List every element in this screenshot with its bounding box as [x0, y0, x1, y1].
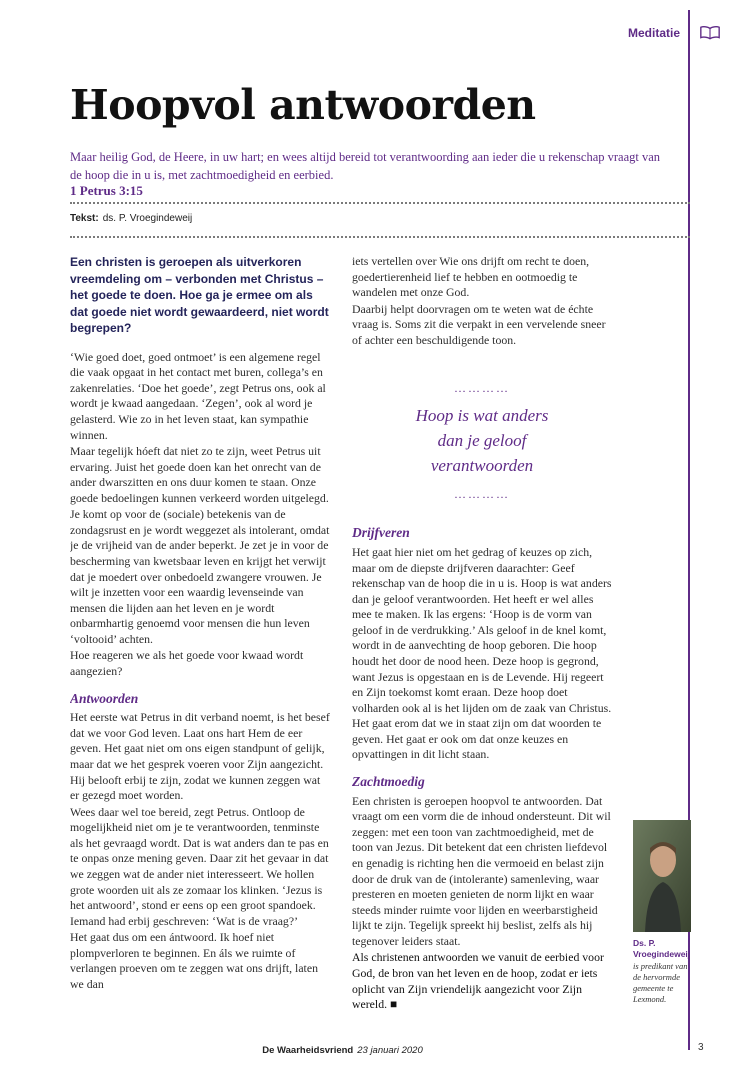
pull-quote-dots-top: …………: [454, 381, 510, 396]
paragraph: iets vertellen over Wie ons drijft om recht te doen, goedertierenheid lief te hebben en ootmoedig te wandelen met onze God.: [352, 254, 590, 300]
article-title: Hoopvol antwoorden: [70, 81, 536, 129]
paragraph: Het gaat dus om een ántwoord. Ik hoef niet plompverloren te beginnen. En áls we ruimte of verlangen proeven om te zeggen wat ons drijft, laten we dan: [70, 930, 318, 991]
paragraph: Hoe reageren we als het goede voor kwaad wordt aangezien?: [70, 648, 304, 678]
pull-quote: [352, 382, 612, 500]
paragraph: ‘Wie goed doet, goed ontmoet’ is een algemene regel die vaak opgaat in het contact met buren, collega’s en zakenrelaties. ‘Doe het goede’, zegt Petrus ons, ook al wordt je kwaad aangedaan. ‘Zegen’, ook al word je gelasterd. Wie zo in het leven staat, kan sympathie winnen.: [70, 349, 326, 442]
closing-paragraph: Als christenen antwoorden we vanuit de eerbied voor God, de bron van het leven en de hoop, zodat er iets oplicht van Zijn vriendelijk aangezicht voor Zijn wereld. ■: [352, 950, 604, 1012]
author-photo: [633, 820, 691, 932]
paragraph: Een christen is geroepen hoopvol te antwoorden. Dat vraagt om een vorm die de inhoud ondersteunt. Dit wil zeggen: met een toon van zachtmoedigheid, met de toon van Jezus. Dit betekent dat een christen liefdevol en genadig is richting hen die vermoeid en belast zijn door de druk van de (intolerante) samenleving, waar presteren en moeten genieten de norm lijkt en waar steeds minder ruimte voor lijden en weerbarstigheid lijkt te zijn. Tegelijk spreekt hij beslist, zelfs als hij tegenover leiders staat.: [352, 793, 611, 948]
verse-text: Maar heilig God, de Heere, in uw hart; en wees altijd bereid tot verantwoording aan ieder die u rekenschap vraagt van de hoop die in u is, met zachtmoedigheid en eerbied.: [70, 150, 661, 182]
subhead-antwoorden: Antwoorden: [70, 690, 139, 706]
divider-dotted-bottom: [70, 236, 690, 238]
author-box: [633, 820, 691, 1005]
paragraph: Daarbij helpt doorvragen om te weten wat de échte vraag is. Soms zit die verpakt in een vervelende sneer of achter een beschuldigende toon.: [352, 301, 606, 347]
paragraph: Wees daar wel toe bereid, zegt Petrus. Ontloop de mogelijkheid niet om je te verantwoorden, tenminste als het gevraagd wordt. Dat is wat anders dan te pas en te onpas onze mening geven. Daar zit het gevaar in dat we zeggen wat de ander niet interesseert. We hollen grote woorden uit als ze zomaar los klinken. ‘Jezus is het antwoord’, stond er eens op een groot spandoek. Iemand had erbij geschreven: ‘Wat is de vraag?’: [70, 804, 329, 928]
footer: [70, 1045, 615, 1056]
byline-author: ds. P. Vroegindeweij: [102, 213, 193, 224]
author-name: Ds. P. Vroegindeweij: [633, 938, 691, 959]
article-body: [70, 254, 612, 1044]
pull-quote-dots-bottom: …………: [454, 487, 510, 502]
subhead-zachtmoedig: Zachtmoedig: [352, 773, 425, 789]
right-column: [352, 254, 612, 1044]
paragraph: Het gaat hier niet om het gedrag of keuzes op zich, maar om de diepste drijfveren daarachter: Geef rekenschap van de hoop die in u is. Hoop is wat anders dan je geloof verantwoorden. Het heeft er wel alles mee te maken. Ik las ergens: ‘Hoop is de vorm van geloof in de verdrukking.’ Als geloof in de knel komt, wordt in de aanvechting de hoop geboren. Die hoop houdt het door de nood heen. Deze hoop is gegrond, want Jezus is opgestaan en is de Levende. Hij regeert en Zijn toekomst komt eraan. Deze hoop doet volharden ook al is het lijden om de zaak van Christus. Het gaat erom dat we in staat zijn om dat woorden te geven. Het gaat er ook om dat onze keuzes en opvattingen in dit licht staan.: [352, 545, 612, 762]
subhead-drijfveren: Drijfveren: [352, 525, 410, 541]
issue-date: 23 januari 2020: [357, 1045, 423, 1056]
magazine-name: De Waarheidsvriend: [262, 1045, 354, 1056]
byline-label: Tekst:: [70, 213, 99, 224]
page-number: 3: [698, 1042, 704, 1053]
lead-paragraph: Een christen is geroepen als uitverkoren vreemdeling om – verbonden met Christus – het goede te doen. Hoe ga je ermee om als dat goede niet wordt gewaardeerd, niet wordt begrepen?: [70, 255, 329, 336]
verse-reference: 1 Petrus 3:15: [70, 183, 143, 198]
byline: [70, 213, 192, 224]
author-description: is predikant van de hervormde gemeente te Lexmond.: [633, 961, 688, 1005]
paragraph: Je komt op voor de (sociale) betekenis van de zondagsrust en je wordt weggezet als intolerant, omdat je de vrijheid van de ander beperkt. Je zet je in voor de bescherming van kwetsbaar leven en krijgt het verwijt dat je moedert over onbedoeld zwangere vrouwen. Je wilt je inzetten voor een waardig levenseinde van mensen die lijden aan het leven en je wordt onbarmhartig genoemd voor mensen die hun leven ‘voltooid’ achten.: [70, 507, 330, 646]
paragraph: Het eerste wat Petrus in dit verband noemt, is het besef dat we voor God leven. Laat ons hart Hem de eer geven. Het gaat niet om ons eigen standpunt of gelijk, maar dat we het gesprek voeren voor Zijn aangezicht. Hij belooft erbij te zijn, zodat we kunnen zeggen wat er gezegd moet worden.: [70, 710, 330, 803]
divider-dotted-top: [70, 202, 690, 204]
section-label: Meditatie: [627, 26, 680, 40]
left-column: [70, 254, 330, 1044]
paragraph: Maar tegelijk hóeft dat niet zo te zijn, weet Petrus uit ervaring. Juist het goede doen kan het onrecht van de ander dwarszitten en ons duur komen te staan. Onze goede bedoelingen kunnen verkeerd worden uitgelegd.: [70, 444, 329, 505]
pull-quote-text: Hoop is wat anders dan je geloof verantwoorden: [415, 406, 549, 475]
open-book-icon: [699, 25, 721, 46]
